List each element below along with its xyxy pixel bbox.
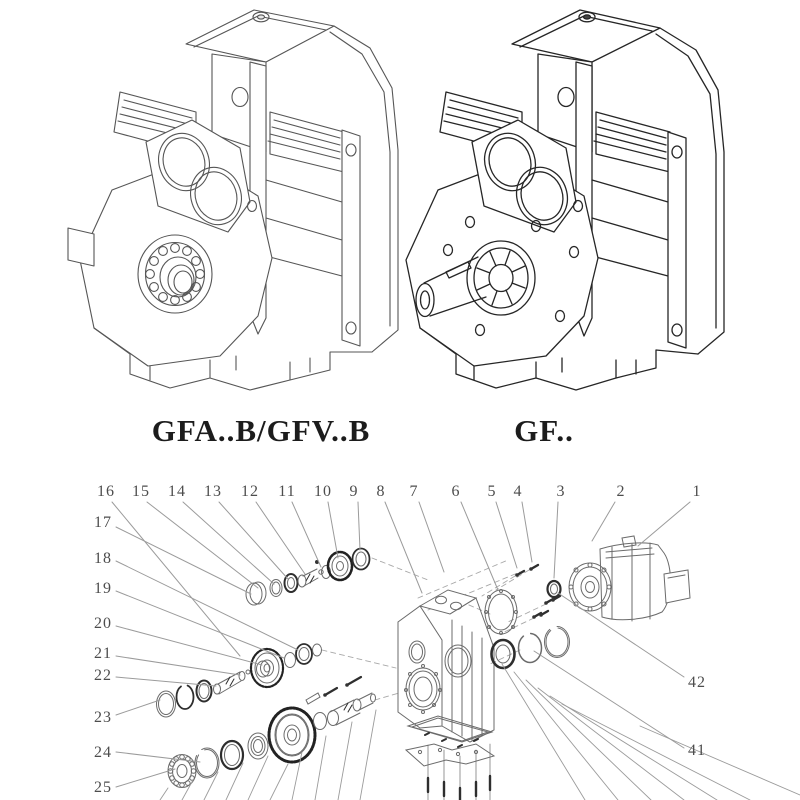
callout-number-21: 21 (94, 645, 112, 662)
callout-number-14: 14 (168, 483, 186, 500)
callout-number-6: 6 (451, 483, 461, 500)
callout-number-23: 23 (94, 709, 112, 726)
callout-number-2: 2 (616, 483, 626, 500)
callout-number-42: 42 (688, 674, 706, 691)
callout-number-13: 13 (204, 483, 222, 500)
model-label-right: GF.. (514, 413, 574, 448)
output-side-parts (485, 565, 570, 668)
callout-number-17: 17 (94, 514, 112, 531)
callout-number-15: 15 (132, 483, 150, 500)
input-shaft-assembly (246, 549, 370, 606)
callout-number-7: 7 (409, 483, 419, 500)
callout-number-16: 16 (97, 483, 115, 500)
callout-number-22: 22 (94, 667, 112, 684)
callout-number-1: 1 (692, 483, 702, 500)
gearbox-left-drawing (68, 10, 398, 390)
callout-number-9: 9 (349, 483, 359, 500)
gearbox-right-drawing (406, 10, 724, 390)
model-label-left: GFA..B/GFV..B (151, 413, 371, 448)
callout-number-20: 20 (94, 615, 112, 632)
callout-number-5: 5 (487, 483, 497, 500)
callout-number-25: 25 (94, 779, 112, 796)
callout-number-3: 3 (556, 483, 566, 500)
callout-number-12: 12 (241, 483, 259, 500)
callout-number-18: 18 (94, 550, 112, 567)
callout-number-19: 19 (94, 580, 112, 597)
callout-number-4: 4 (513, 483, 523, 500)
callout-number-24: 24 (94, 744, 112, 761)
motor-unit (569, 536, 690, 621)
housing (398, 590, 494, 800)
callout-number-11: 11 (278, 483, 296, 500)
callout-number-41: 41 (688, 742, 706, 759)
callout-number-8: 8 (376, 483, 386, 500)
callout-number-10: 10 (314, 483, 332, 500)
